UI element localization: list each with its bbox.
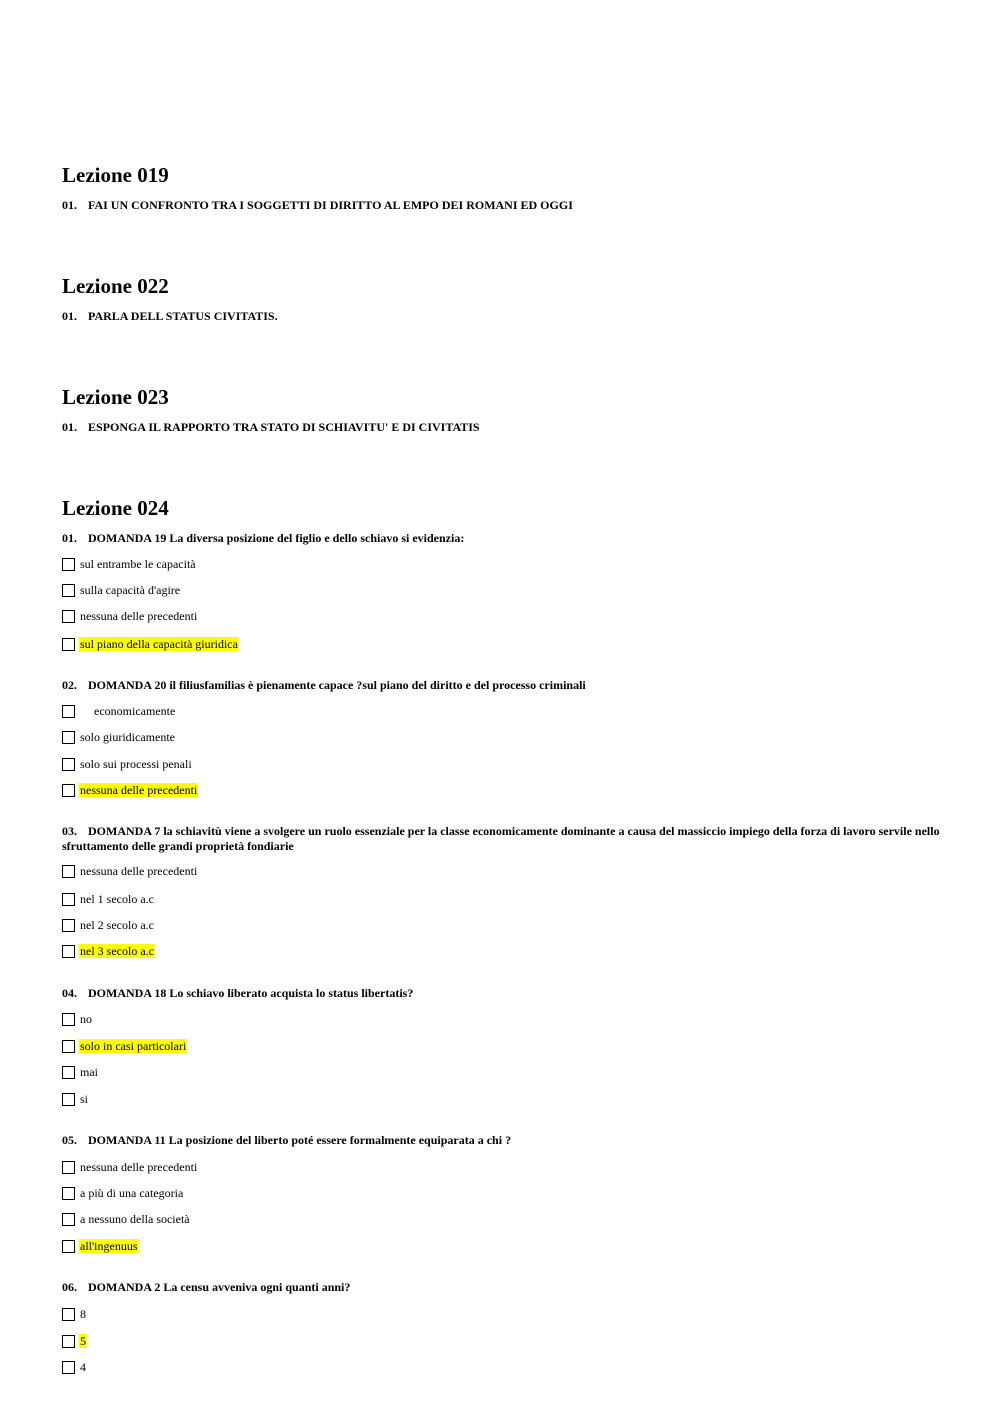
checkbox[interactable] [62, 1040, 75, 1053]
checkbox[interactable] [62, 1187, 75, 1200]
question-number: 01. [62, 420, 77, 434]
question [62, 420, 942, 435]
lesson-title: Lezione 024 [62, 496, 169, 520]
option-label: mai [80, 1065, 98, 1079]
answer-option[interactable] [62, 1333, 87, 1349]
checkbox[interactable] [62, 558, 75, 571]
answer-option[interactable] [62, 1359, 87, 1375]
answer-option[interactable] [62, 1238, 139, 1254]
answer-option[interactable] [62, 943, 155, 959]
checkbox[interactable] [62, 705, 75, 718]
option-label: nessuna delle precedenti [80, 609, 198, 623]
option-label: nessuna delle precedenti [80, 783, 198, 797]
question-text: DOMANDA 2 La censu avveniva ogni quanti anni? [88, 1280, 351, 1294]
option-label: nel 1 secolo a.c [80, 892, 154, 906]
checkbox[interactable] [62, 1240, 75, 1253]
question-text: DOMANDA 7 la schiavitù viene a svolgere un ruolo essenziale per la classe economicamente dominante a causa del massiccio impiego della forza di lavoro servile nello sfruttamento delle grandi proprietà fondiarie [62, 824, 940, 853]
checkbox[interactable] [62, 731, 75, 744]
lesson-title: Lezione 022 [62, 274, 169, 298]
question [62, 198, 942, 213]
answer-option[interactable] [62, 1011, 93, 1027]
question-number: 02. [62, 678, 77, 692]
question-text: DOMANDA 19 La diversa posizione del figlio e dello schiavo si evidenzia: [88, 531, 465, 545]
answer-option[interactable] [62, 556, 197, 572]
question [62, 986, 942, 1001]
answer-option[interactable] [62, 729, 176, 745]
option-label: economicamente [94, 704, 176, 718]
option-label: a più di una categoria [80, 1186, 184, 1200]
answer-option[interactable] [62, 1038, 187, 1054]
option-label: nessuna delle precedenti [80, 1160, 198, 1174]
option-label: si [80, 1092, 89, 1106]
checkbox[interactable] [62, 893, 75, 906]
option-label: 8 [80, 1307, 86, 1321]
checkbox[interactable] [62, 610, 75, 623]
checkbox[interactable] [62, 1066, 75, 1079]
answer-option[interactable] [62, 1064, 99, 1080]
question-number: 01. [62, 309, 77, 323]
question [62, 1133, 942, 1148]
question-number: 03. [62, 824, 77, 838]
checkbox[interactable] [62, 1361, 75, 1374]
answer-option[interactable] [62, 782, 198, 798]
question [62, 309, 942, 324]
question-text: ESPONGA IL RAPPORTO TRA STATO DI SCHIAVITU' E DI CIVITATIS [88, 420, 480, 434]
option-label: sul entrambe le capacità [80, 557, 196, 571]
checkbox[interactable] [62, 1093, 75, 1106]
checkbox[interactable] [62, 584, 75, 597]
option-label: all'ingenuus [80, 1239, 138, 1253]
question-number: 01. [62, 531, 77, 545]
answer-option[interactable] [62, 756, 193, 772]
answer-option[interactable] [62, 1306, 87, 1322]
option-label: solo sui processi penali [80, 757, 192, 771]
answer-option[interactable] [62, 1091, 89, 1107]
question-number: 04. [62, 986, 77, 1000]
option-label: nessuna delle precedenti [80, 864, 198, 878]
question-text: DOMANDA 18 Lo schiavo liberato acquista lo status libertatis? [88, 986, 414, 1000]
answer-option[interactable] [62, 1211, 191, 1227]
checkbox[interactable] [62, 865, 75, 878]
checkbox[interactable] [62, 638, 75, 651]
question-number: 06. [62, 1280, 77, 1294]
checkbox[interactable] [62, 758, 75, 771]
answer-option[interactable] [62, 917, 155, 933]
checkbox[interactable] [62, 1013, 75, 1026]
checkbox[interactable] [62, 784, 75, 797]
answer-option[interactable] [62, 1159, 198, 1175]
option-label: nel 3 secolo a.c [80, 944, 154, 958]
checkbox[interactable] [62, 1161, 75, 1174]
option-label: sulla capacità d'agire [80, 583, 181, 597]
question-text: FAI UN CONFRONTO TRA I SOGGETTI DI DIRITTO AL EMPO DEI ROMANI ED OGGI [88, 198, 573, 212]
option-label: solo in casi particolari [80, 1039, 187, 1053]
checkbox[interactable] [62, 1308, 75, 1321]
answer-option[interactable] [62, 608, 198, 624]
question [62, 824, 942, 854]
question-number: 05. [62, 1133, 77, 1147]
answer-option[interactable] [62, 703, 176, 719]
option-label: 4 [80, 1360, 86, 1374]
question [62, 678, 942, 693]
answer-option[interactable] [62, 582, 181, 598]
option-label: no [80, 1012, 92, 1026]
option-label: nel 2 secolo a.c [80, 918, 154, 932]
option-label: 5 [80, 1334, 86, 1348]
question-number: 01. [62, 198, 77, 212]
question-text: DOMANDA 20 il filiusfamilias è pienamente capace ?sul piano del diritto e del processo criminali [88, 678, 586, 692]
answer-option[interactable] [62, 1185, 184, 1201]
checkbox[interactable] [62, 1335, 75, 1348]
question-text: DOMANDA 11 La posizione del liberto poté essere formalmente equiparata a chi ? [88, 1133, 512, 1147]
question-text: PARLA DELL STATUS CIVITATIS. [88, 309, 278, 323]
lesson-title: Lezione 023 [62, 385, 169, 409]
checkbox[interactable] [62, 945, 75, 958]
checkbox[interactable] [62, 919, 75, 932]
option-label: sul piano della capacità giuridica [80, 637, 238, 651]
question [62, 531, 942, 546]
answer-option[interactable] [62, 891, 155, 907]
option-label: solo giuridicamente [80, 730, 175, 744]
question [62, 1280, 942, 1295]
option-label: a nessuno della società [80, 1212, 190, 1226]
lesson-title: Lezione 019 [62, 163, 169, 187]
answer-option[interactable] [62, 636, 239, 652]
checkbox[interactable] [62, 1213, 75, 1226]
answer-option[interactable] [62, 863, 198, 879]
